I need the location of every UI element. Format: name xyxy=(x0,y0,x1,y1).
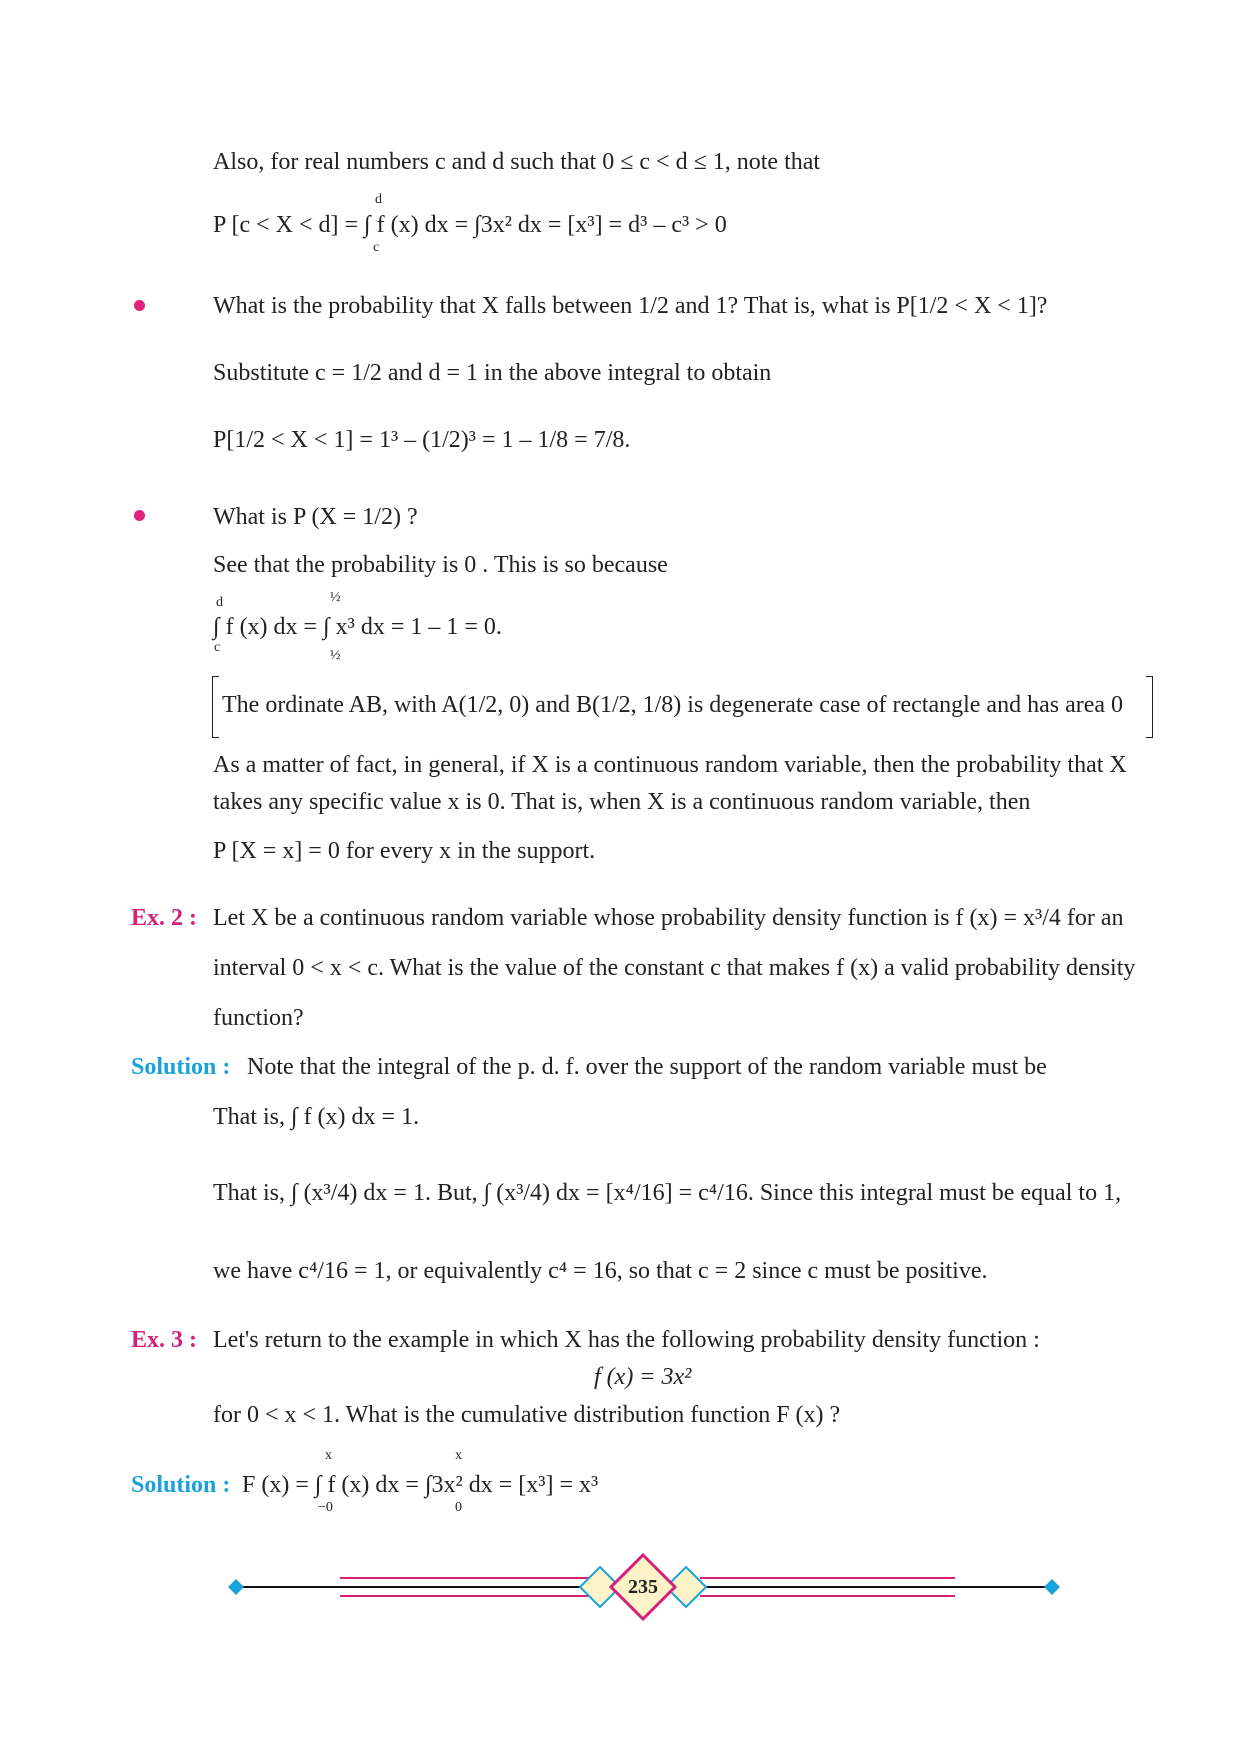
sol3-upper-x2: x xyxy=(455,1448,462,1463)
sol2-line-4: we have c⁴/16 = 1, or equivalently c⁴ = 16, so that c = 2 since c must be positive. xyxy=(213,1258,988,1284)
see-line: See that the probability is 0 . This is so because xyxy=(213,552,668,578)
question-between: What is the probability that X falls between 1/2 and 1? That is, what is P[1/2 < X < 1]? xyxy=(213,293,1048,319)
sol3-lower-0a: −0 xyxy=(318,1500,333,1515)
bracket-left xyxy=(212,676,219,738)
equation-text: P [c < X < d] = ∫ f (x) dx = ∫3x² dx = [x³] = d³ – c³ > 0 xyxy=(213,212,727,238)
equation-probability-range xyxy=(213,210,727,240)
fact-line-2: takes any specific value x is 0. That is, when X is a continuous random variable, then xyxy=(213,789,1031,815)
equation-result-7-8: P[1/2 < X < 1] = 1³ – (1/2)³ = 1 – 1/8 = 7/8. xyxy=(213,427,631,453)
equation-zero-probability: ∫ f (x) dx = ∫ x³ dx = 1 – 1 = 0. xyxy=(213,614,502,640)
ordinate-note: The ordinate AB, with A(1/2, 0) and B(1/2, 1/8) is degenerate case of rectangle and has area 0 xyxy=(222,692,1124,718)
fact-line-3: P [X = x] = 0 for every x in the support. xyxy=(213,838,596,864)
sol2-eq: That is, ∫ (x³/4) dx = 1. But, ∫ (x³/4) dx = [x⁴/16] = c⁴/16 xyxy=(213,1180,748,1206)
fact-line-1: As a matter of fact, in general, if X is a continuous random variable, then the probability that X xyxy=(213,752,1127,778)
footer-ornament xyxy=(0,1530,1241,1650)
eq1-lower-limit: c xyxy=(373,240,380,255)
ex2-label: Ex. 2 : xyxy=(131,905,197,931)
eq1-upper-limit: d xyxy=(375,192,382,207)
sol2-line-2: That is, ∫ f (x) dx = 1. xyxy=(213,1104,420,1130)
bullet-icon xyxy=(134,300,145,311)
paragraph-intro: Also, for real numbers c and d such that 0 ≤ c < d ≤ 1, note that xyxy=(213,149,821,175)
ex2-line-2: interval 0 < x < c. What is the value of the constant c that makes f (x) a valid probability density xyxy=(213,955,1136,981)
substitute-line: Substitute c = 1/2 and d = 1 in the above integral to obtain xyxy=(213,360,772,386)
bracket-right xyxy=(1146,676,1153,738)
eq3-lower-half: ½ xyxy=(330,648,341,663)
sol2-line-1: Note that the integral of the p. d. f. over the support of the random variable must be xyxy=(247,1054,1047,1080)
ex3-label: Ex. 3 : xyxy=(131,1327,197,1353)
bullet-icon xyxy=(134,510,145,521)
eq3-upper-d: d xyxy=(216,595,223,610)
eq3-upper-half: ½ xyxy=(330,590,341,605)
ex2-line-1: Let X be a continuous random variable whose probability density function is f (x) = x³/4 for an xyxy=(213,905,1124,931)
sol3-lower-0b: 0 xyxy=(455,1500,462,1515)
ex3-line-1: Let's return to the example in which X has the following probability density function : xyxy=(213,1327,1040,1353)
sol2-line-3 xyxy=(213,1178,1121,1208)
eq3-lower-c: c xyxy=(214,640,221,655)
ex2-line-3: function? xyxy=(213,1005,304,1031)
sol3-upper-x: x xyxy=(325,1448,332,1463)
sol3-equation: F (x) = ∫ f (x) dx = ∫3x² dx = [x³] = x³ xyxy=(242,1472,599,1498)
page-number: 235 xyxy=(628,1576,658,1598)
ex3-line-2: for 0 < x < 1. What is the cumulative distribution function F (x) ? xyxy=(213,1402,841,1428)
solution-label: Solution : xyxy=(131,1472,231,1498)
ex3-pdf-equation: f (x) = 3x² xyxy=(594,1364,692,1390)
sol2-eq-tail: . Since this integral must be equal to 1, xyxy=(747,1180,1122,1206)
solution-label: Solution : xyxy=(131,1054,231,1080)
question-point: What is P (X = 1/2) ? xyxy=(213,504,418,530)
